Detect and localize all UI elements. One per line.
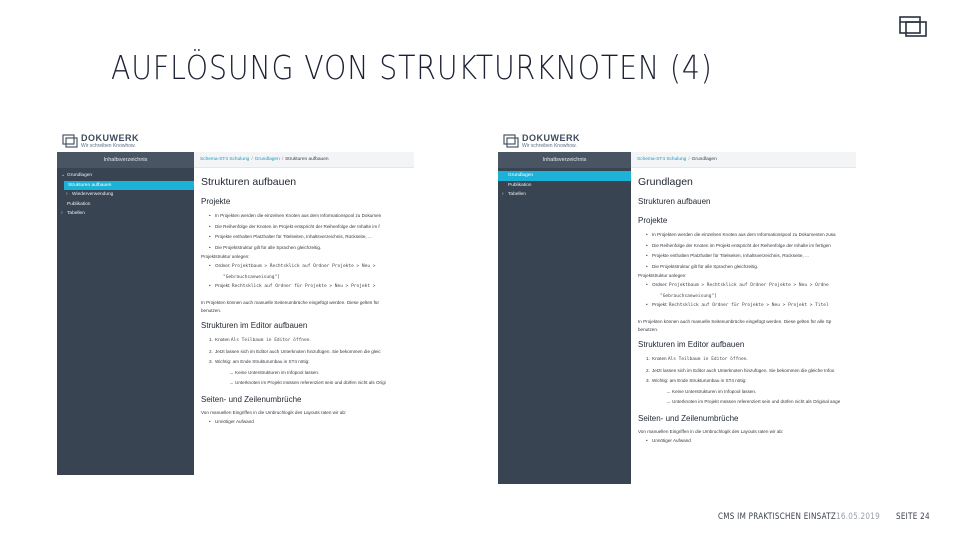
- list-item: "Gebrauchsanweisung"]: [660, 293, 717, 299]
- arrow-right-icon: →: [229, 380, 234, 385]
- sidebar-item-tabellen[interactable]: › Tabellen: [498, 190, 631, 200]
- list-item: 2. Jetzt lassen sich im Editor auch Unterknoten hinzufügen. Sie bekommen die gleiche Infoo: [646, 367, 835, 373]
- brand-logo: [503, 134, 580, 149]
- arrow-right-icon: →: [666, 399, 671, 404]
- section-heading: Projekte: [201, 197, 231, 206]
- brand-logo-icon: [503, 134, 519, 148]
- list-item: • In Projekten werden die einzelnen Knoten aus dem Informationspool zu Dokumenten zusa: [646, 232, 836, 237]
- list-item: • Projekte enthalten Platzhalter für Titelseiten, Inhaltsverzeichnis, Rückseite, ...: [209, 234, 372, 239]
- slide-title: AUFLÖSUNG VON STRUKTURKNOTEN (4): [111, 48, 713, 87]
- arrow-right-icon: →: [229, 369, 234, 375]
- sidebar-item-publikation[interactable]: Publikation: [508, 182, 532, 188]
- list-item: →Keine Unterstrukturen im Infopool lassen.: [646, 387, 856, 398]
- text: benutzen.: [201, 308, 222, 313]
- sidebar-item-wiederverwendung[interactable]: › Wiederverwendung: [57, 190, 194, 200]
- list-item: • Die Projektstruktur gilt für alle Sprachen gleichzeitig.: [646, 263, 759, 269]
- section-heading: Strukturen im Editor aufbauen: [201, 321, 308, 330]
- content-area: [631, 152, 856, 484]
- sidebar-title: Inhaltsverzeichnis: [57, 152, 194, 168]
- sidebar-item-strukturen-aufbauen[interactable]: Strukturen aufbauen: [64, 181, 194, 191]
- chevron-right-icon: ›: [502, 191, 504, 197]
- breadcrumb-link[interactable]: Schema-ST4 Schulung: [200, 157, 250, 162]
- list-item: 1. Knoten Als Teilbaum in Editor öffnen.: [209, 337, 311, 343]
- list-item: • Projekte enthalten Platzhalter für Titelseiten, Inhaltsverzeichnis, Rückseite, ...: [646, 253, 809, 258]
- sidebar: [57, 152, 194, 475]
- brand-name: DOKUWERK: [81, 133, 139, 143]
- sidebar-item-tabellen[interactable]: › Tabellen: [57, 209, 194, 219]
- list-item: 3. Wichtig: am Ende Strukturumbau in ST4 nötig:: [646, 378, 747, 383]
- brand-tagline: Wir schreiben Knowhow.: [522, 143, 577, 149]
- logo-icon: [899, 14, 927, 38]
- section-heading: Seiten- und Zeilenumbrüche: [638, 413, 739, 423]
- footer-presentation-title: CMS IM PRAKTISCHEN EINSATZ: [718, 512, 837, 522]
- list-item: →Unterknoten im Projekt müssen referenziert sein und dürfen nicht als Original ange: [646, 397, 856, 408]
- list-item: →Unterknoten im Projekt müssen referenziert sein und dürfen nicht als Origi: [209, 378, 414, 389]
- list-item: • Projekt: Rechtsklick auf Ordner für Projekte > Neu > Projekt > Titel: [646, 301, 829, 308]
- chevron-down-icon: ⌄: [61, 172, 66, 178]
- subsection-heading: Strukturen aufbauen: [638, 197, 711, 206]
- content-area: [194, 152, 414, 475]
- text: Projektstruktur anlegen:: [201, 254, 250, 259]
- section-heading: Projekte: [638, 216, 668, 225]
- breadcrumb-link[interactable]: Grundlagen: [254, 157, 280, 162]
- chevron-right-icon: ›: [61, 210, 63, 216]
- text: benutzen.: [638, 327, 659, 332]
- list-item: • Unnötiger Aufwand: [209, 418, 254, 424]
- page-heading: Strukturen aufbauen: [201, 176, 297, 188]
- text: In Projekten können auch manuelle Seitenumbrüche eingefügt werden. Diese gelten für alle Sp: [638, 319, 832, 324]
- page-heading: Grundlagen: [638, 176, 693, 188]
- text: Projektstruktur anlegen:: [638, 273, 687, 278]
- list-item: • Ordner: Projektbaum > Rechtsklick auf Ordner Projekte > Neu >: [209, 263, 376, 269]
- sidebar: [498, 152, 631, 484]
- arrow-right-icon: →: [666, 388, 671, 394]
- breadcrumb: Schema-ST4 Schulung / Grundlagen: [631, 152, 856, 168]
- app-header: [498, 131, 856, 152]
- list-item: →Keine Unterstrukturen im Infopool lassen.: [209, 368, 414, 379]
- breadcrumb-current: Strukturen aufbauen: [285, 157, 329, 162]
- list-item: 1. Knoten Als Teilbaum in Editor öffnen.: [646, 356, 748, 362]
- list-item: • In Projekten werden die einzelnen Knoten aus dem Informationspool zu Dokumen: [209, 213, 382, 218]
- list-item: "Gebrauchsanweisung"]: [223, 274, 280, 280]
- breadcrumb: Schema-ST4 Schulung / Grundlagen / Strukturen aufbauen: [194, 152, 414, 168]
- sidebar-item-grundlagen[interactable]: ⌄ Grundlagen: [57, 171, 194, 181]
- list-item: • Die Reihenfolge der Knoten im Projekt entspricht der Reihenfolge der Inhalte im f: [209, 223, 380, 229]
- list-item: 3. Wichtig: am Ende Strukturumbau in ST4 nötig:: [209, 359, 310, 364]
- section-heading: Seiten- und Zeilenumbrüche: [201, 394, 302, 404]
- screenshot-right: [498, 131, 856, 484]
- list-item: • Die Reihenfolge der Knoten im Projekt entspricht der Reihenfolge der Inhalte im fertigen: [646, 242, 831, 248]
- brand-name: DOKUWERK: [522, 133, 580, 143]
- sidebar-item-grundlagen[interactable]: Grundlagen: [498, 171, 631, 181]
- list-item: • Ordner: Projektbaum > Rechtsklick auf Ordner Projekte > Neu > Ordne: [646, 282, 829, 288]
- breadcrumb-current: Grundlagen: [691, 157, 717, 162]
- text: Von manuellen Eingriffen in die Umbruchlogik des Layouts raten wir ab:: [638, 428, 784, 434]
- footer-page-number: SEITE 24: [896, 512, 930, 522]
- footer-date: 16.05.2019: [836, 512, 880, 522]
- brand-tagline: Wir schreiben Knowhow.: [81, 143, 136, 149]
- text: Von manuellen Eingriffen in die Umbruchlogik des Layouts raten wir ab:: [201, 409, 347, 415]
- list-item: 2. Jetzt lassen sich im Editor auch Unterknoten hinzufügen. Sie bekommen die gleic: [209, 348, 381, 354]
- list-item: • Unnötiger Aufwand: [646, 437, 691, 443]
- text: In Projekten können auch manuelle Seitenumbrüche eingefügt werden. Diese gelten für: [201, 300, 379, 305]
- sidebar-item-publikation[interactable]: Publikation: [67, 201, 91, 207]
- list-item: • Die Projektstruktur gilt für alle Sprachen gleichzeitig.: [209, 244, 322, 250]
- brand-logo-icon: [62, 134, 78, 148]
- breadcrumb-link[interactable]: Schema-ST4 Schulung: [637, 157, 687, 162]
- chevron-right-icon: ›: [66, 191, 68, 197]
- list-item: • Projekt: Rechtsklick auf Ordner für Projekte > Neu > Projekt >: [209, 282, 376, 289]
- brand-logo: [62, 134, 139, 149]
- section-heading: Strukturen im Editor aufbauen: [638, 340, 745, 349]
- app-header: [57, 131, 414, 152]
- screenshot-left: [57, 131, 414, 475]
- sidebar-title: Inhaltsverzeichnis: [498, 152, 631, 168]
